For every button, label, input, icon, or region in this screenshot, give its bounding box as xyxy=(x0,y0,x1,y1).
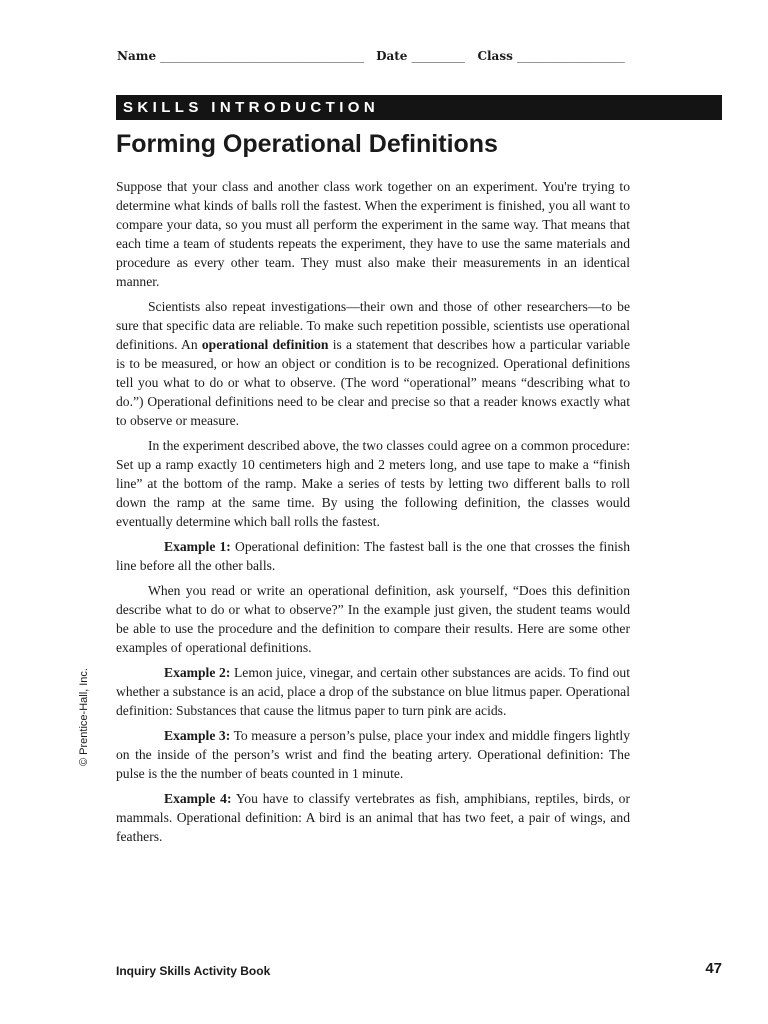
page-title: Forming Operational Definitions xyxy=(116,130,498,158)
example-4 xyxy=(116,789,630,846)
class-blank: __________________ xyxy=(516,49,625,63)
example-4-label: Example 4: xyxy=(164,791,232,806)
paragraph-definition xyxy=(116,297,630,430)
footer-book-title: Inquiry Skills Activity Book xyxy=(116,964,271,978)
name-label: Name xyxy=(117,49,157,63)
paragraph-definition-after: is a statement that describes how a particular variable is to be measured, or how an object or condition is to be recognized. Operational definitions tell you what to do or what to observe. (The word “operational” means “describing what to do.”) Operational definitions need to be clear and precise so that a reader knows exactly what to observe or measure. xyxy=(116,337,630,428)
term-operational-definition: operational definition xyxy=(201,337,329,352)
paragraph-intro: Suppose that your class and another class work together on an experiment. You're trying to determine what kinds of balls roll the fastest. When the experiment is finished, you all want to compare your data, so you must all perform the experiment in the same way. That means that each time a team of students repeats the experiment, they have to use the same materials and procedure as every other team. They must also make their measurements in an identical manner. xyxy=(116,179,630,289)
page-number: 47 xyxy=(705,960,722,977)
name-blank: __________________________________ xyxy=(160,49,365,63)
date-blank: _________ xyxy=(411,49,466,63)
student-info-line xyxy=(117,49,722,63)
example-2-text: Lemon juice, vinegar, and certain other substances are acids. To find out whether a substance is an acid, place a drop of the substance on blue litmus paper. Operational definition: Substances that cause the litmus paper to turn pink are acids. xyxy=(116,665,630,718)
date-label: Date xyxy=(376,49,408,63)
example-1-label: Example 1: xyxy=(164,539,231,554)
paragraph-experiment: In the experiment described above, the two classes could agree on a common procedure: Set up a ramp exactly 10 centimeters high and 2 meters long, and use tape to make a “finish line” at the bottom of the ramp. Make a series of tests by letting two different balls to roll down the ramp at the same time. By using the following definition, the classes would eventually determine which ball rolls the fastest. xyxy=(116,438,630,529)
example-1 xyxy=(116,537,630,575)
class-label: Class xyxy=(477,49,513,63)
copyright-credit: © Prentice-Hall, Inc. xyxy=(78,668,90,766)
paragraph-ask-yourself: When you read or write an operational definition, ask yourself, “Does this definition describe what to do or what to observe?” In the example just given, the student teams would be able to use the procedure and the definition to compare their results. Here are some other examples of operational definitions. xyxy=(116,583,630,655)
body-text xyxy=(116,177,630,852)
example-1-text: Operational definition: The fastest ball is the one that crosses the finish line before all the other balls. xyxy=(116,539,630,573)
example-3-text: To measure a person’s pulse, place your index and middle fingers lightly on the inside of the person’s wrist and find the beating artery. Operational definition: The pulse is the the number of beats counted in 1 minute. xyxy=(116,728,630,781)
section-banner: SKILLS INTRODUCTION xyxy=(116,95,722,120)
example-3-label: Example 3: xyxy=(164,728,231,743)
paragraph-definition-before: Scientists also repeat investigations—their own and those of other researchers—to be sure that specific data are reliable. To make such repetition possible, scientists use operational definitions. An xyxy=(116,299,630,352)
example-2 xyxy=(116,663,630,720)
example-3 xyxy=(116,726,630,783)
example-4-text: You have to classify vertebrates as fish, amphibians, reptiles, birds, or mammals. Operational definition: A bird is an animal that has two feet, a pair of wings, and feathers. xyxy=(116,791,630,844)
example-2-label: Example 2: xyxy=(164,665,231,680)
